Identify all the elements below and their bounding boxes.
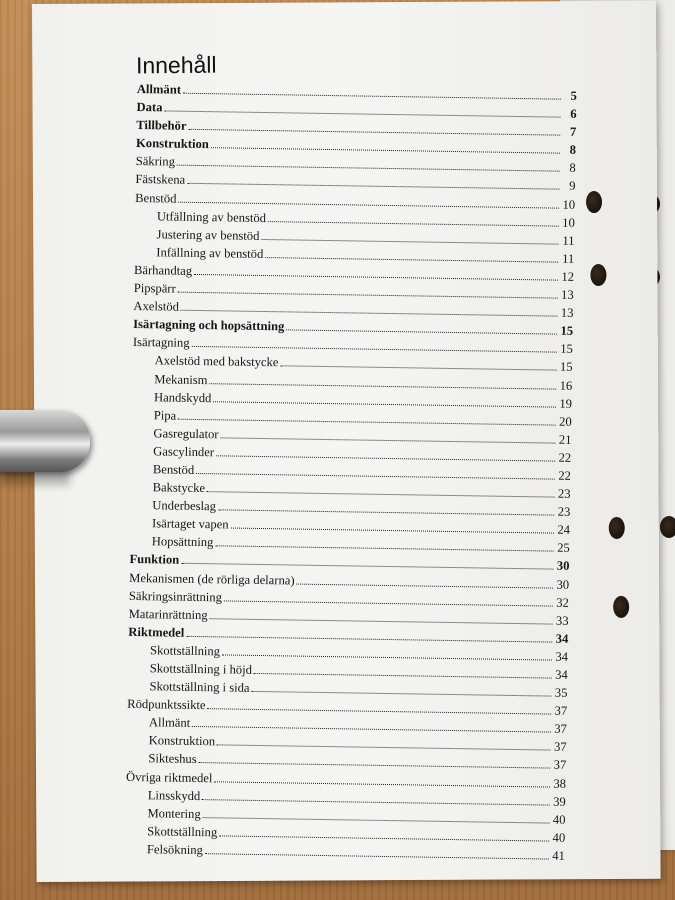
- dot-leader: [297, 583, 554, 588]
- toc-entry-label: Allmänt: [136, 82, 182, 97]
- toc-entry-page: 15: [560, 323, 574, 339]
- dot-leader: [183, 93, 561, 100]
- toc-entry-label: Mekanismen (de rörliga delarna): [129, 570, 295, 588]
- toc-entry-label: Utfällning av benstöd: [156, 208, 267, 225]
- binder-clip: [0, 410, 90, 472]
- toc-entry-label: Sikteshus: [148, 751, 197, 767]
- page-title: Innehåll: [135, 51, 217, 79]
- toc-entry-page: 34: [555, 649, 569, 664]
- toc-entry-label: Felsökning: [146, 842, 204, 858]
- toc-entry-page: 9: [569, 179, 576, 194]
- dot-leader: [177, 165, 560, 172]
- table-of-contents: [125, 82, 577, 867]
- dot-leader: [181, 310, 557, 317]
- toc-entry-page: 35: [554, 685, 568, 700]
- toc-entry-page: 16: [559, 378, 573, 393]
- dot-leader: [208, 708, 552, 714]
- dot-leader: [199, 763, 551, 770]
- toc-entry-page: 23: [557, 504, 571, 520]
- toc-entry-label: Konstruktion: [148, 733, 216, 749]
- punch-hole: [613, 596, 629, 618]
- dot-leader: [178, 292, 558, 299]
- dot-leader: [164, 111, 560, 118]
- toc-entry-label: Justering av benstöd: [156, 227, 260, 243]
- toc-entry-label: Riktmedel: [128, 624, 185, 640]
- toc-entry-page: 8: [569, 161, 576, 176]
- toc-entry-label: Matarinrättning: [128, 606, 208, 622]
- toc-entry-label: Skottställning i sida: [149, 679, 250, 695]
- dot-leader: [203, 817, 550, 823]
- toc-entry-label: Hopsättning: [151, 534, 214, 550]
- toc-entry-page: 34: [555, 631, 569, 646]
- toc-entry-label: Allmänt: [148, 715, 191, 731]
- punch-hole: [660, 516, 675, 538]
- dot-leader: [181, 563, 553, 570]
- dot-leader: [205, 853, 549, 859]
- toc-entry-page: 30: [556, 559, 570, 574]
- toc-entry-label: Tillbehör: [136, 118, 187, 133]
- toc-entry-page: 13: [560, 305, 574, 321]
- toc-entry-page: 11: [562, 233, 575, 248]
- toc-entry-label: Gascylinder: [153, 444, 215, 460]
- dot-leader: [178, 201, 559, 208]
- dot-leader: [280, 366, 556, 371]
- dot-leader: [210, 618, 553, 624]
- dot-leader: [268, 221, 559, 227]
- dot-leader: [254, 673, 552, 679]
- toc-entry-page: 34: [555, 667, 568, 682]
- toc-entry-label: Bärhandtag: [133, 262, 193, 278]
- toc-entry-page: 38: [553, 776, 567, 791]
- dot-leader: [220, 437, 555, 443]
- toc-entry-page: 8: [569, 143, 577, 158]
- toc-entry-label: Säkringsinrättning: [128, 588, 223, 605]
- toc-entry-page: 6: [570, 106, 577, 122]
- toc-entry-label: Konstruktion: [135, 136, 209, 152]
- toc-entry-page: 12: [561, 269, 575, 284]
- toc-entry-page: 41: [552, 848, 566, 863]
- dot-leader: [178, 418, 556, 425]
- toc-entry-label: Funktion: [129, 552, 180, 568]
- toc-entry-label: Rödpunktssikte: [127, 697, 206, 713]
- toc-entry-page: 10: [562, 215, 575, 230]
- dot-leader: [218, 509, 554, 515]
- dot-leader: [196, 473, 555, 480]
- dot-leader: [219, 835, 549, 841]
- toc-entry-page: 11: [562, 251, 575, 266]
- toc-entry-page: 13: [561, 287, 574, 302]
- toc-entry-page: 22: [558, 468, 571, 483]
- toc-entry-page: 19: [559, 396, 573, 411]
- toc-entry-page: 15: [560, 341, 573, 357]
- toc-entry-label: Isärtaget vapen: [151, 516, 229, 532]
- toc-entry-page: 21: [558, 432, 572, 447]
- toc-entry-page: 7: [569, 124, 577, 140]
- toc-entry-label: Data: [136, 100, 163, 115]
- dot-leader: [286, 330, 557, 335]
- toc-entry-label: Isärtagning och hopsättning: [133, 317, 285, 334]
- toc-entry-page: 23: [557, 486, 571, 501]
- punch-hole: [590, 264, 606, 286]
- toc-entry-page: 37: [553, 758, 567, 773]
- dot-leader: [191, 346, 556, 353]
- toc-entry-label: Montering: [147, 806, 201, 821]
- dot-leader: [217, 745, 551, 751]
- toc-entry-label: Bakstycke: [152, 480, 206, 496]
- toc-entry-label: Pipa: [153, 407, 177, 423]
- toc-entry-page: 10: [562, 197, 576, 212]
- punch-hole: [609, 517, 625, 539]
- dot-leader: [215, 546, 553, 552]
- toc-entry-page: 37: [554, 721, 567, 737]
- toc-entry-label: Skottställning i höjd: [149, 661, 253, 677]
- toc-entry-page: 22: [558, 450, 572, 465]
- toc-entry-page: 15: [559, 360, 573, 375]
- toc-entry-page: 5: [570, 88, 577, 103]
- dot-leader: [222, 654, 552, 660]
- dot-leader: [231, 528, 554, 534]
- toc-entry-page: 25: [557, 541, 570, 556]
- toc-entry-label: Pipspärr: [133, 281, 176, 296]
- dot-leader: [209, 383, 556, 389]
- dot-leader: [202, 799, 549, 805]
- toc-entry-page: 37: [553, 740, 567, 755]
- toc-entry-page: 40: [552, 812, 566, 827]
- toc-entry-label: Säkring: [135, 154, 176, 169]
- toc-entry-label: Isärtagning: [132, 335, 190, 351]
- punch-hole: [586, 191, 602, 213]
- dot-leader: [224, 600, 553, 606]
- toc-entry-label: Skottställning: [149, 643, 221, 659]
- dot-leader: [265, 257, 558, 263]
- dot-leader: [194, 274, 558, 281]
- dot-leader: [216, 455, 555, 461]
- dot-leader: [186, 636, 552, 643]
- toc-entry-label: Fästskena: [135, 172, 186, 188]
- dot-leader: [188, 129, 560, 136]
- toc-entry-page: 20: [559, 414, 572, 429]
- toc-entry-page: 37: [554, 703, 568, 719]
- dot-leader: [261, 239, 558, 245]
- toc-entry-label: Skottställning: [147, 824, 218, 840]
- toc-entry-page: 40: [552, 830, 566, 845]
- dot-leader: [192, 726, 551, 733]
- dot-leader: [207, 491, 555, 497]
- toc-entry-label: Gasregulator: [153, 426, 219, 442]
- toc-entry-label: Infällning av benstöd: [156, 245, 264, 261]
- toc-entry-label: Mekanism: [154, 371, 208, 387]
- toc-entry-page: 30: [556, 577, 570, 592]
- toc-entry-label: Linsskydd: [147, 787, 201, 803]
- toc-entry-label: Benstöd: [135, 190, 177, 206]
- toc-entry-label: Axelstöd: [133, 299, 180, 314]
- dot-leader: [211, 147, 560, 153]
- toc-entry-label: Övriga riktmedel: [125, 769, 213, 785]
- toc-entry-page: 33: [555, 613, 569, 628]
- dot-leader: [213, 401, 556, 407]
- toc-entry-page: 39: [553, 794, 566, 809]
- toc-entry-label: Axelstöd med bakstycke: [154, 353, 279, 370]
- toc-entry-page: 24: [557, 522, 571, 538]
- toc-entry-label: Benstöd: [152, 462, 195, 477]
- dot-leader: [187, 183, 559, 190]
- toc-entry-page: 32: [556, 595, 569, 610]
- dot-leader: [214, 781, 550, 787]
- toc-entry-label: Underbeslag: [152, 498, 217, 514]
- toc-entry-label: Handskydd: [153, 389, 212, 405]
- dot-leader: [251, 691, 551, 697]
